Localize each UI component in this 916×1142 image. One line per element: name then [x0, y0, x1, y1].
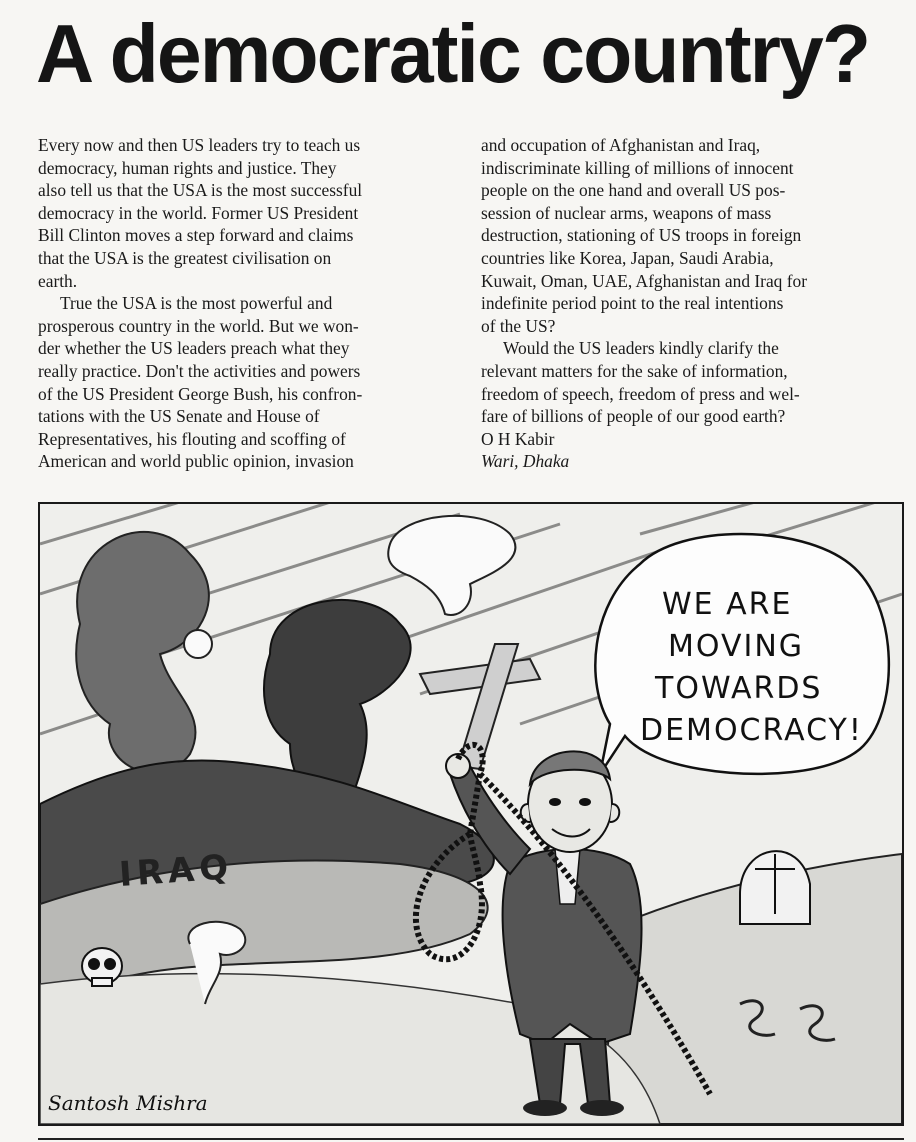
letter-column-right	[481, 134, 906, 473]
headline: A democratic country?	[36, 7, 870, 100]
bottom-rule	[38, 1138, 904, 1140]
letter-paragraph: and occupation of Afghanistan and Iraq, indiscriminate killing of millions of innocent people on the one hand and overall US pos- session of nuclear arms, weapons of mass destruction, stationing of US troops in foreign countries like Korea, Japan, Saudi Arabia, Kuwait, Oman, UAE, Afghanistan and Iraq for indefinite period point to the real intentions of the US?	[481, 135, 807, 336]
gravestone	[740, 851, 810, 924]
speech-line: MOVING	[668, 629, 805, 664]
cartoonist-signature: Santosh Mishra	[48, 1091, 208, 1115]
letter-paragraph: Would the US leaders kindly clarify the relevant matters for the sake of information, freedom of speech, freedom of press and wel- fare of billions of people of our good earth?	[481, 338, 800, 427]
speech-line: TOWARDS	[655, 671, 823, 706]
letter-location: Wari, Dhaka	[481, 451, 570, 472]
speech-line: WE ARE	[662, 587, 793, 622]
sun	[184, 630, 212, 658]
smoke-cloud-light	[388, 516, 515, 615]
cartoon-drawing	[40, 504, 902, 1124]
letter-paragraph: True the USA is the most powerful and prosperous country in the world. But we won- der whether the US leaders preach what they really practice. Don't the activities and powers of the US President George Bush, his confron- tations with the US Senate and House of Representatives, his flouting and scoffing of American and world public opinion, invasion	[38, 293, 363, 472]
figure-shoe-left	[523, 1100, 567, 1116]
letter-column-left	[38, 134, 458, 473]
speech-line: DEMOCRACY!	[640, 713, 863, 748]
figure-shoe-right	[580, 1100, 624, 1116]
editorial-cartoon	[38, 502, 904, 1126]
ground-label: IRAQ	[117, 847, 235, 895]
letter-author: O H Kabir	[481, 428, 555, 449]
letter-paragraph: Every now and then US leaders try to teach us democracy, human rights and justice. They also tell us that the USA is the most successful democracy in the world. Former US President Bill Clinton moves a step forward and claims that the USA is the greatest civilisation on earth.	[38, 135, 363, 291]
